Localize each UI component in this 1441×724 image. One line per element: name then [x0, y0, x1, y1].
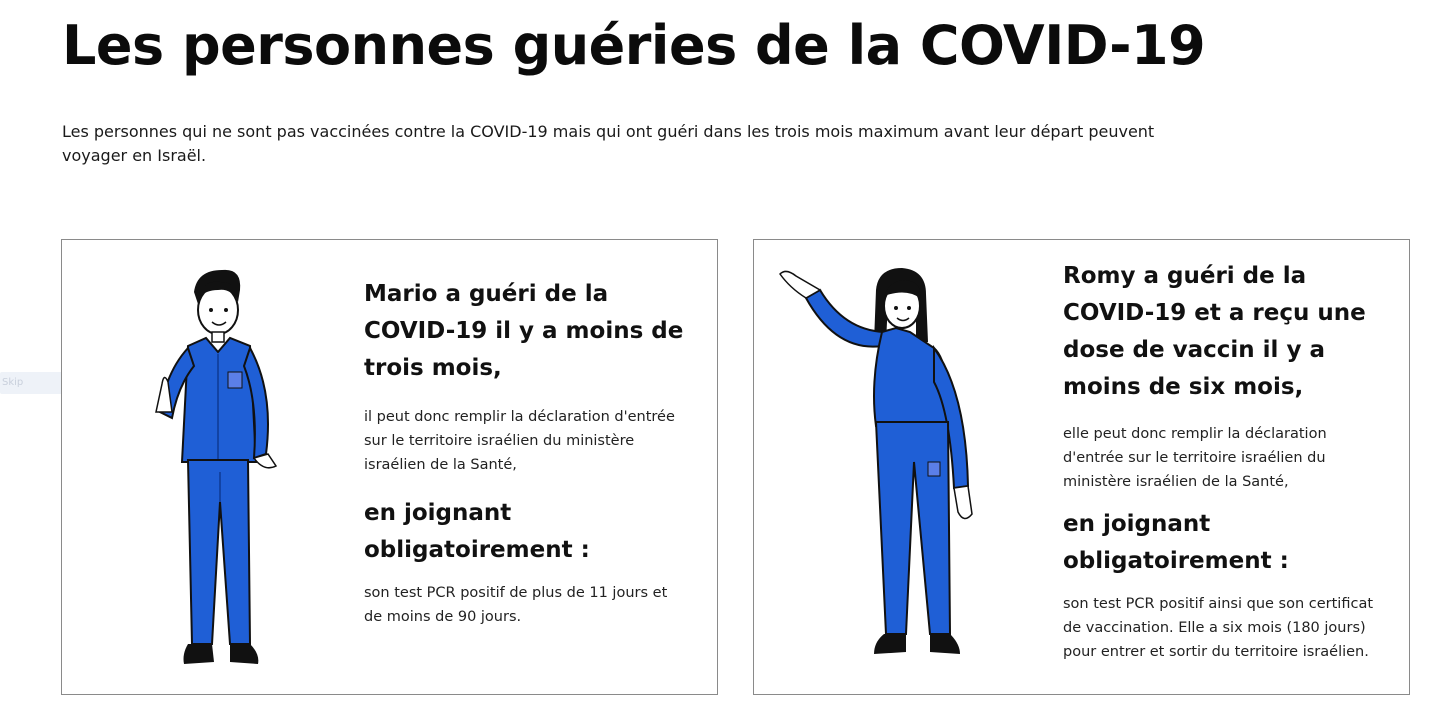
mario-body-test: son test PCR positif de plus de 11 jours et de moins de 90 jours.	[364, 585, 668, 625]
woman-waving-illustration	[766, 262, 1006, 674]
mario-requirement-heading: en joignant obligatoirement :	[364, 500, 590, 563]
romy-card	[753, 239, 1410, 695]
romy-body-test: son test PCR positif ainsi que son certificat de vaccination. Elle a six mois (180 jours) pour entrer et sortir du territoire israélien.	[1063, 596, 1374, 660]
mario-headline: Mario a guéri de la COVID-19 il y a moins de trois mois,	[364, 281, 684, 381]
romy-body-declaration: elle peut donc remplir la déclaration d'entrée sur le territoire israélien du ministère israélien de la Santé,	[1063, 426, 1327, 490]
skip-link[interactable]: Skip	[0, 372, 82, 394]
man-pointing-up-illustration	[142, 262, 292, 674]
romy-text-block	[1063, 258, 1383, 664]
romy-requirement-heading: en joignant obligatoirement :	[1063, 511, 1289, 574]
page-title: Les personnes guéries de la COVID-19	[62, 14, 1206, 77]
intro-paragraph: Les personnes qui ne sont pas vaccinées contre la COVID-19 mais qui ont guéri dans les trois mois maximum avant leur départ peuvent voyager en Israël.	[62, 122, 1155, 165]
romy-headline: Romy a guéri de la COVID-19 et a reçu une dose de vaccin il y a moins de six mois,	[1063, 263, 1366, 400]
mario-text-block	[364, 276, 684, 629]
mario-card	[61, 239, 718, 695]
mario-body-declaration: il peut donc remplir la déclaration d'entrée sur le territoire israélien du ministère israélien de la Santé,	[364, 409, 675, 473]
